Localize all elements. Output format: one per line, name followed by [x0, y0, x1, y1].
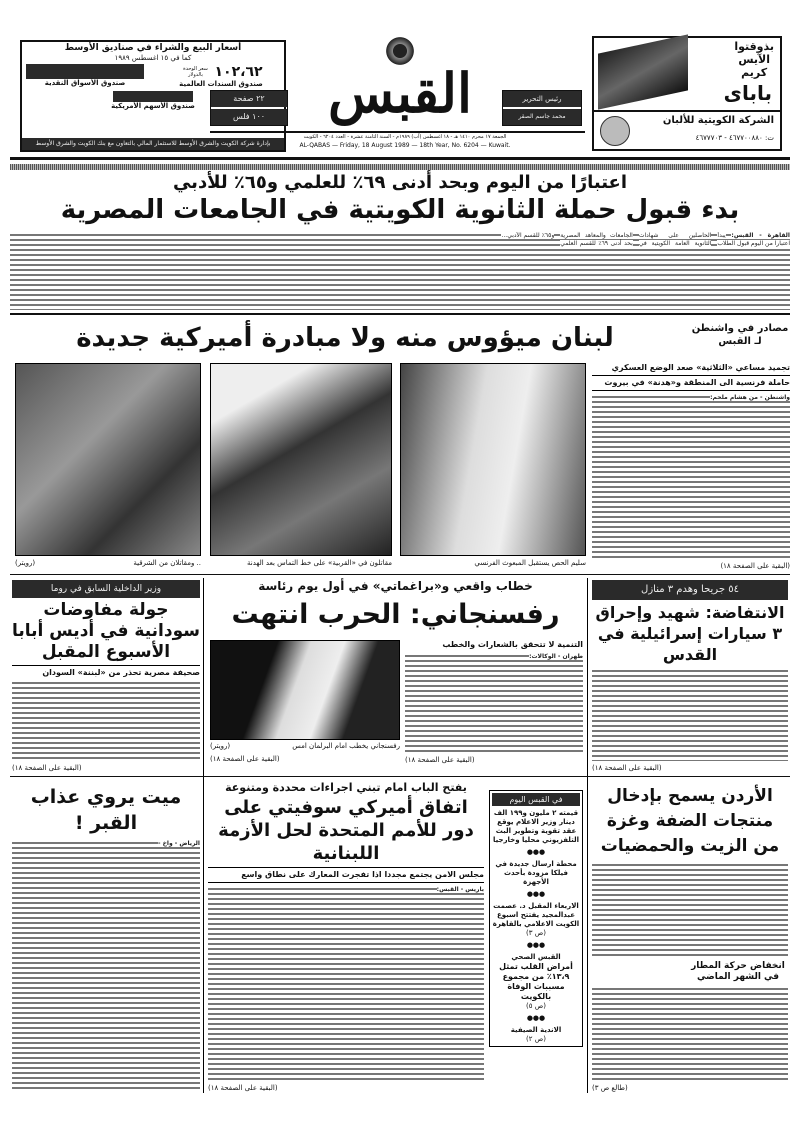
today-item: قيمته ٢ مليون و١٩٩ الف دينار وزير الاعلام يوقع عقد تقوية وتطوير البث التلفزيوني محليا وخارجيا	[492, 809, 580, 844]
photo-rafsanjani	[210, 640, 400, 740]
today-item: الاندية الصيفية	[510, 1026, 562, 1034]
fund-box-date: كما في ١٥ اغسطس ١٩٨٩	[114, 54, 192, 62]
photo-fighters-truce	[210, 363, 392, 556]
price: ١٠٠ فلس	[211, 109, 287, 125]
lebanon-body	[592, 394, 790, 559]
ad-line3: كريم	[741, 66, 768, 79]
editor-box	[502, 90, 582, 126]
fund1-label: صندوق السندات العالمية	[179, 80, 263, 88]
intifada-continued: (البقية على الصفحة ١٨)	[592, 764, 662, 772]
grave-byline: الرياض - واخ -	[158, 840, 200, 847]
iran-kicker: خطاب واقعي و«براغماتي» في أول يوم رئاسة	[258, 579, 533, 593]
masthead-logo: القبس	[328, 61, 472, 125]
ad-brand: بابای	[723, 81, 772, 105]
fund2-label: صندوق الأسواق النقدية	[44, 79, 126, 87]
accord-sub: مجلس الامن يجتمع مجددا اذا تفجرت المعارك على نطاق واسع	[208, 867, 484, 883]
today-item: أمراض القلب تمثل ١٣،٩٪ من مجموع مسببات الوفاة بالكويت	[499, 962, 573, 1001]
lead-body-text: يبدأ اعتبارا من اليوم قبول الطلاب الحاصلين على شهادات الثانوية العامة الكويتية في الجامعات والمعاهد المصرية بحد أدنى ٦٩٪ للقسم العلمي و٦٥٪ للقسم الأدبي...	[501, 232, 790, 247]
fund-box-footer: بإدارة شركة الكويت والشرق الأوسط للاستثمار المالي بالتعاون مع بنك الكويت والشرق الأوسط	[22, 138, 284, 150]
sudan-continued: (البقية على الصفحة ١٨)	[12, 764, 82, 772]
today-item: (ص ٥)	[526, 1002, 546, 1010]
lebanon-source: مصادر في واشنطن لـ القبس	[691, 323, 789, 347]
ad-line2: الآيس	[738, 53, 770, 66]
ice-cream-ad	[592, 36, 782, 151]
fund-price-label: سعر الوحدة بالدولار	[183, 66, 208, 78]
dateline-english: AL-QABAS — Friday, 18 August 1989 — 18th Year, No. 6204 — Kuwait.	[299, 142, 511, 149]
lead-kicker: اعتبارًا من اليوم وبحد أدنى ٦٩٪ للعلمي و٦٥٪ للأدبي	[172, 172, 628, 193]
accord-continued: (البقية على الصفحة ١٨)	[208, 1084, 278, 1092]
company-logo-icon	[600, 116, 630, 146]
sudan-sub: صحيفة مصرية تحذر من «لبننة» السودان	[12, 665, 200, 678]
lebanon-bullet-1: تجميد مساعي «الثلاثية» صعد الوضع العسكري	[592, 363, 790, 376]
caption-3: .. ومقاتلان من الشرقية	[133, 559, 201, 567]
ad-line1: بذوقتوا	[734, 40, 774, 53]
sudan-headline: جولة مفاوضات سودانية في أديس أبابا الأسبوع المقبل	[12, 600, 200, 662]
sudan-body	[12, 680, 200, 762]
today-item: القبس الصحي	[511, 953, 561, 961]
grave-headline: ميت يروي عذاب القبر !	[30, 786, 182, 834]
lebanon-byline: واشنطن - من هشام ملحم:	[710, 394, 790, 401]
page-count: ٢٢ صفحة	[211, 91, 287, 107]
photo-fighters-east	[15, 363, 201, 556]
lead-body	[10, 232, 790, 310]
lebanon-headline: لبنان ميؤوس منه ولا مبادرة أميركية جديدة	[76, 323, 614, 353]
iran-sub: التنمية لا تتحقق بالشعارات والخطب	[442, 640, 583, 649]
pages-box	[210, 90, 288, 126]
photo-hoss-envoy	[400, 363, 586, 556]
lead-byline: القاهرة - القبس:	[731, 232, 790, 239]
caption-1: سليم الحص يستقبل المبعوث الفرنسي	[474, 559, 586, 567]
jordan-body	[592, 862, 788, 958]
lebanon-continued: (البقية على الصفحة ١٨)	[592, 562, 790, 570]
grave-body	[12, 840, 200, 1090]
today-item: الاربعاء المقبل د. عصمت عبدالمجيد يفتتح اسبوع الكويت الاعلامي بالقاهرة	[492, 902, 580, 928]
jordan-continued: (طالع ص ٣)	[592, 1084, 628, 1092]
intifada-body	[592, 668, 788, 761]
editor-label: رئيس التحرير	[503, 91, 581, 107]
dateline-arabic: الجمعة ١٧ محرم ١٤١٠ هـ - ١٨ اغسطس (آب) ١٩٨٩م - السنة الثامنة عشرة - العدد ٦٢٠٤ - الكويت	[303, 134, 507, 140]
fund-box-title: أسعار البيع والشراء في صناديق الأوسط	[64, 43, 242, 53]
today-item: (ص ٣)	[526, 929, 546, 937]
accord-body	[208, 886, 484, 1081]
intifada-kicker: ٥٤ جريحا وهدم ٣ منازل	[592, 580, 788, 600]
iran-credit: (رويتر)	[210, 742, 231, 750]
today-item: محطة ارسال جديدة في فيلكا مزودة بأحدث الأجهزة	[495, 860, 577, 886]
editor-name: محمد جاسم الصقر	[503, 109, 581, 125]
lebanon-bullet-2: حاملة فرنسية الى المنطقة و«هدنة» في بيروت	[592, 376, 790, 391]
iran-caption: رفسنجاني يخطب امام البرلمان امس	[292, 742, 400, 750]
jordan-headline: الأردن يسمح بإدخال منتجات الضفة وغزة من الزيت والحمضيات	[600, 786, 780, 856]
fund3-label: صندوق الأسهم الأمريكية	[111, 102, 195, 110]
jordan-sub: انخفاض حركة المطار في الشهر الماضي	[691, 960, 785, 982]
today-title: في القبس اليوم	[492, 793, 580, 806]
ad-phone: ت: ٤٦٧٧٠٠٨٨٠ - ٤٦٧٧٧٠٣	[695, 134, 774, 142]
iran-byline: طهران - الوكالات:	[529, 653, 583, 660]
iran-body	[405, 653, 583, 753]
jordan-body-2	[592, 986, 788, 1082]
credit: (رويتر)	[15, 559, 36, 567]
sudan-kicker: وزير الداخلية السابق في روما	[12, 580, 200, 598]
today-box: في القبس اليوم قيمته ٢ مليون و١٩٩ الف دينار وزير الاعلام يوقع عقد تقوية وتطوير البث التلفزيوني محليا وخارجيا ●●● محطة ارسال جديدة في فيلكا مزودة بأحدث الأجهزة ●●● الاربعاء المقبل د. عصمت عبدالمجيد يفتتح اسبوع الكويت الاعلامي بالقاهرة (ص ٣) ●●● القبس الصحي أمراض القلب تمثل ١٣،٩٪ من مجموع مسببات الوفاة بالكويت (ص ٥) ●●● الاندية الصيفية (ص ٢)	[489, 790, 583, 1047]
fund-price: ١٠٢،٦٢	[214, 64, 263, 80]
caption-2: مقاتلون في «القربية» على خط التماس بعد الهدنة	[247, 559, 392, 567]
accord-headline: اتفاق أميركي سوفيتي على دور للأمم المتحدة لحل الأزمة اللبنانية	[218, 797, 474, 865]
intifada-headline: الانتفاضة: شهيد وإحراق ٣ سيارات إسرائيلية في القدس	[595, 603, 785, 664]
iran-continued-2: (البقية على الصفحة ١٨)	[405, 756, 475, 764]
iran-headline: رفسنجاني: الحرب انتهت	[231, 599, 560, 630]
iran-continued: (البقية على الصفحة ١٨)	[210, 755, 280, 763]
lead-headline: بدء قبول حملة الثانوية الكويتية في الجامعات المصرية	[60, 195, 740, 225]
ad-company: الشركة الكويتية للألبان	[662, 115, 774, 126]
accord-byline: باريس - القبس:	[436, 886, 484, 894]
today-item: (ص ٢)	[526, 1035, 546, 1043]
accord-kicker: يفتح الباب امام تبني اجراءات محددة ومتنوعة	[225, 781, 467, 794]
